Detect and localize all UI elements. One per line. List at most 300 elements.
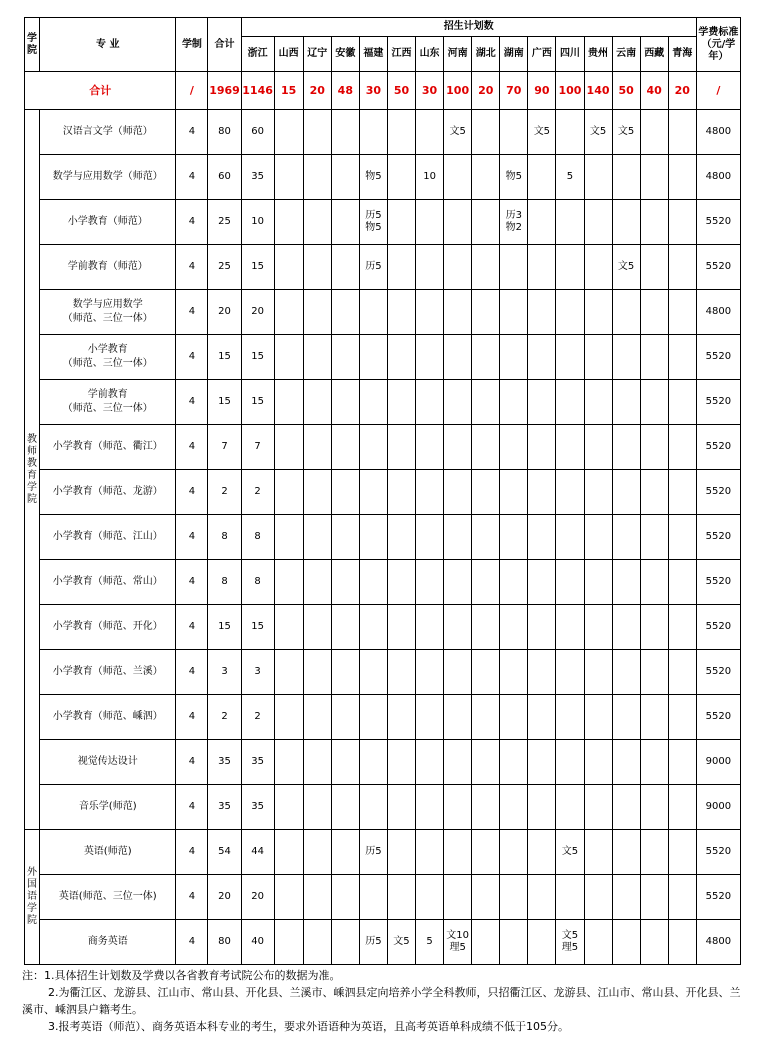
province-value bbox=[444, 335, 472, 380]
table-row bbox=[25, 110, 741, 155]
province-value bbox=[668, 740, 696, 785]
province-value bbox=[528, 605, 556, 650]
total-value: 80 bbox=[208, 110, 241, 155]
province-value bbox=[387, 515, 415, 560]
province-value bbox=[500, 605, 528, 650]
major-name: 音乐学(师范) bbox=[40, 785, 176, 830]
province-value bbox=[640, 515, 668, 560]
province-value bbox=[359, 650, 387, 695]
header-fee: 学费标准（元/学年） bbox=[696, 18, 740, 72]
province-value bbox=[500, 920, 528, 965]
province-value: 15 bbox=[241, 380, 274, 425]
province-value bbox=[274, 110, 303, 155]
total-province-value: 70 bbox=[500, 72, 528, 110]
major-name: 汉语言文学（师范） bbox=[40, 110, 176, 155]
province-value bbox=[274, 830, 303, 875]
province-value bbox=[668, 335, 696, 380]
province-value bbox=[274, 650, 303, 695]
province-value bbox=[612, 695, 640, 740]
province-value bbox=[584, 515, 612, 560]
province-value bbox=[303, 650, 331, 695]
major-name: 小学教育（师范、常山） bbox=[40, 560, 176, 605]
province-value: 历5 物5 bbox=[359, 200, 387, 245]
total-province-value: 100 bbox=[444, 72, 472, 110]
total-province-value: 30 bbox=[359, 72, 387, 110]
province-value bbox=[472, 740, 500, 785]
province-value bbox=[444, 740, 472, 785]
total-province-value: 15 bbox=[274, 72, 303, 110]
province-value bbox=[416, 335, 444, 380]
major-name: 视觉传达设计 bbox=[40, 740, 176, 785]
province-value bbox=[331, 830, 359, 875]
header-province: 山西 bbox=[274, 37, 303, 72]
header-province: 河南 bbox=[444, 37, 472, 72]
province-value bbox=[668, 605, 696, 650]
province-value bbox=[640, 470, 668, 515]
province-value: 35 bbox=[241, 155, 274, 200]
province-value bbox=[500, 695, 528, 740]
province-value bbox=[584, 290, 612, 335]
province-value bbox=[528, 380, 556, 425]
province-value bbox=[584, 560, 612, 605]
province-value bbox=[472, 785, 500, 830]
province-value bbox=[416, 560, 444, 605]
province-value bbox=[416, 290, 444, 335]
province-value bbox=[668, 830, 696, 875]
province-value: 历3 物2 bbox=[500, 200, 528, 245]
province-value bbox=[331, 470, 359, 515]
province-value bbox=[668, 470, 696, 515]
province-value bbox=[640, 560, 668, 605]
province-value bbox=[640, 920, 668, 965]
province-value bbox=[444, 425, 472, 470]
province-value bbox=[387, 425, 415, 470]
province-value bbox=[387, 740, 415, 785]
province-value bbox=[387, 290, 415, 335]
province-value bbox=[640, 785, 668, 830]
province-value bbox=[528, 425, 556, 470]
province-value bbox=[331, 740, 359, 785]
province-value bbox=[472, 200, 500, 245]
years-value: 4 bbox=[176, 740, 208, 785]
province-value: 文5 bbox=[584, 110, 612, 155]
province-value bbox=[640, 245, 668, 290]
years-value: 4 bbox=[176, 560, 208, 605]
province-value bbox=[303, 560, 331, 605]
enrollment-plan-table-wrapper bbox=[24, 17, 741, 965]
province-value bbox=[359, 515, 387, 560]
header-province: 湖南 bbox=[500, 37, 528, 72]
province-value bbox=[359, 605, 387, 650]
province-value bbox=[359, 425, 387, 470]
total-value: 2 bbox=[208, 695, 241, 740]
province-value: 15 bbox=[241, 245, 274, 290]
province-value bbox=[387, 200, 415, 245]
province-value bbox=[274, 290, 303, 335]
province-value: 7 bbox=[241, 425, 274, 470]
province-value bbox=[584, 425, 612, 470]
major-name: 英语(师范、三位一体) bbox=[40, 875, 176, 920]
province-value bbox=[584, 830, 612, 875]
province-value bbox=[274, 515, 303, 560]
fee-value: 5520 bbox=[696, 245, 740, 290]
province-value bbox=[416, 110, 444, 155]
major-name: 小学教育（师范、江山） bbox=[40, 515, 176, 560]
province-value bbox=[274, 425, 303, 470]
province-value: 文5 bbox=[528, 110, 556, 155]
province-value bbox=[416, 695, 444, 740]
province-value bbox=[303, 785, 331, 830]
header-province: 山东 bbox=[416, 37, 444, 72]
province-value bbox=[612, 290, 640, 335]
province-value bbox=[584, 695, 612, 740]
years-value: 4 bbox=[176, 920, 208, 965]
province-value bbox=[331, 155, 359, 200]
province-value: 5 bbox=[416, 920, 444, 965]
header-total: 合计 bbox=[208, 18, 241, 72]
province-value bbox=[612, 920, 640, 965]
province-value bbox=[331, 245, 359, 290]
header-province: 湖北 bbox=[472, 37, 500, 72]
total-province-value: 50 bbox=[387, 72, 415, 110]
province-value bbox=[416, 875, 444, 920]
province-value: 文5 bbox=[612, 245, 640, 290]
province-value bbox=[274, 875, 303, 920]
province-value bbox=[387, 110, 415, 155]
province-value bbox=[528, 470, 556, 515]
province-value bbox=[528, 245, 556, 290]
province-value bbox=[274, 785, 303, 830]
province-value: 10 bbox=[241, 200, 274, 245]
province-value bbox=[500, 785, 528, 830]
province-value bbox=[556, 560, 584, 605]
province-value bbox=[472, 245, 500, 290]
province-value bbox=[472, 695, 500, 740]
province-value: 60 bbox=[241, 110, 274, 155]
header-province: 浙江 bbox=[241, 37, 274, 72]
province-value bbox=[668, 425, 696, 470]
province-value bbox=[331, 515, 359, 560]
fee-value: 9000 bbox=[696, 740, 740, 785]
province-value bbox=[500, 875, 528, 920]
total-province-value: 1146 bbox=[241, 72, 274, 110]
province-value: 44 bbox=[241, 830, 274, 875]
province-value bbox=[640, 335, 668, 380]
province-value bbox=[556, 650, 584, 695]
province-value bbox=[668, 155, 696, 200]
total-value: 54 bbox=[208, 830, 241, 875]
province-value bbox=[416, 470, 444, 515]
province-value bbox=[444, 200, 472, 245]
header-college: 学院 bbox=[25, 18, 40, 72]
total-row bbox=[25, 72, 741, 110]
province-value bbox=[359, 290, 387, 335]
years-value: 4 bbox=[176, 830, 208, 875]
province-value bbox=[416, 740, 444, 785]
province-value bbox=[528, 785, 556, 830]
major-name: 数学与应用数学 （师范、三位一体） bbox=[40, 290, 176, 335]
province-value bbox=[668, 920, 696, 965]
province-value bbox=[640, 650, 668, 695]
total-value: 8 bbox=[208, 515, 241, 560]
province-value bbox=[584, 605, 612, 650]
province-value bbox=[444, 695, 472, 740]
province-value bbox=[472, 380, 500, 425]
total-years: / bbox=[176, 72, 208, 110]
province-value bbox=[274, 605, 303, 650]
province-value bbox=[556, 740, 584, 785]
province-value bbox=[584, 245, 612, 290]
total-province-value: 90 bbox=[528, 72, 556, 110]
province-value bbox=[359, 560, 387, 605]
table-row bbox=[25, 290, 741, 335]
fee-value: 5520 bbox=[696, 425, 740, 470]
table-row bbox=[25, 920, 741, 965]
province-value bbox=[303, 605, 331, 650]
province-value bbox=[387, 695, 415, 740]
province-value bbox=[303, 380, 331, 425]
years-value: 4 bbox=[176, 380, 208, 425]
province-value bbox=[274, 155, 303, 200]
header-province: 辽宁 bbox=[303, 37, 331, 72]
province-value bbox=[387, 155, 415, 200]
province-value bbox=[444, 605, 472, 650]
total-value: 15 bbox=[208, 605, 241, 650]
table-row bbox=[25, 425, 741, 470]
province-value bbox=[274, 245, 303, 290]
table-row bbox=[25, 605, 741, 650]
province-value bbox=[472, 875, 500, 920]
province-value: 35 bbox=[241, 740, 274, 785]
header-province: 云南 bbox=[612, 37, 640, 72]
province-value bbox=[584, 785, 612, 830]
years-value: 4 bbox=[176, 515, 208, 560]
province-value bbox=[528, 290, 556, 335]
years-value: 4 bbox=[176, 155, 208, 200]
province-value bbox=[387, 470, 415, 515]
province-value: 文5 bbox=[444, 110, 472, 155]
province-value bbox=[472, 335, 500, 380]
province-value bbox=[331, 200, 359, 245]
province-value bbox=[584, 875, 612, 920]
total-province-value: 48 bbox=[331, 72, 359, 110]
province-value bbox=[640, 155, 668, 200]
years-value: 4 bbox=[176, 785, 208, 830]
header-province: 四川 bbox=[556, 37, 584, 72]
province-value bbox=[303, 425, 331, 470]
province-value bbox=[472, 290, 500, 335]
fee-value: 5520 bbox=[696, 875, 740, 920]
province-value bbox=[416, 605, 444, 650]
college-name bbox=[25, 830, 40, 965]
province-value bbox=[331, 920, 359, 965]
major-name: 小学教育（师范） bbox=[40, 200, 176, 245]
province-value bbox=[444, 290, 472, 335]
years-value: 4 bbox=[176, 290, 208, 335]
province-value bbox=[528, 920, 556, 965]
fee-value: 4800 bbox=[696, 110, 740, 155]
fee-value: 5520 bbox=[696, 335, 740, 380]
province-value bbox=[640, 290, 668, 335]
province-value bbox=[359, 740, 387, 785]
fee-value: 5520 bbox=[696, 470, 740, 515]
province-value bbox=[668, 560, 696, 605]
province-value bbox=[556, 335, 584, 380]
province-value bbox=[584, 335, 612, 380]
province-value: 历5 bbox=[359, 830, 387, 875]
province-value bbox=[612, 425, 640, 470]
province-value bbox=[303, 290, 331, 335]
province-value bbox=[331, 875, 359, 920]
province-value bbox=[556, 245, 584, 290]
province-value bbox=[444, 875, 472, 920]
province-value bbox=[444, 380, 472, 425]
province-value bbox=[668, 695, 696, 740]
province-value bbox=[612, 200, 640, 245]
table-row bbox=[25, 560, 741, 605]
province-value bbox=[640, 200, 668, 245]
province-value bbox=[416, 380, 444, 425]
years-value: 4 bbox=[176, 605, 208, 650]
province-value bbox=[331, 650, 359, 695]
province-value bbox=[500, 380, 528, 425]
province-value bbox=[528, 650, 556, 695]
province-value bbox=[556, 695, 584, 740]
province-value bbox=[668, 290, 696, 335]
fee-value: 4800 bbox=[696, 920, 740, 965]
header-province: 安徽 bbox=[331, 37, 359, 72]
years-value: 4 bbox=[176, 245, 208, 290]
province-value bbox=[556, 200, 584, 245]
total-value: 15 bbox=[208, 335, 241, 380]
province-value bbox=[472, 515, 500, 560]
fee-value: 4800 bbox=[696, 290, 740, 335]
province-value bbox=[612, 335, 640, 380]
province-value bbox=[612, 470, 640, 515]
header-province: 贵州 bbox=[584, 37, 612, 72]
total-province-value: 140 bbox=[584, 72, 612, 110]
province-value bbox=[556, 290, 584, 335]
province-value bbox=[416, 425, 444, 470]
table-row bbox=[25, 200, 741, 245]
table-row bbox=[25, 470, 741, 515]
province-value bbox=[387, 560, 415, 605]
major-name: 学前教育（师范） bbox=[40, 245, 176, 290]
province-value bbox=[472, 110, 500, 155]
years-value: 4 bbox=[176, 335, 208, 380]
fee-value: 5520 bbox=[696, 605, 740, 650]
years-value: 4 bbox=[176, 650, 208, 695]
province-value bbox=[359, 470, 387, 515]
province-value bbox=[612, 785, 640, 830]
major-name: 小学教育（师范、开化） bbox=[40, 605, 176, 650]
province-value bbox=[640, 110, 668, 155]
province-value bbox=[584, 740, 612, 785]
header-major: 专 业 bbox=[40, 18, 176, 72]
table-row bbox=[25, 380, 741, 425]
province-value bbox=[331, 560, 359, 605]
header-plan: 招生计划数 bbox=[241, 18, 696, 37]
province-value: 文10 理5 bbox=[444, 920, 472, 965]
province-value bbox=[612, 155, 640, 200]
province-value bbox=[500, 650, 528, 695]
province-value: 35 bbox=[241, 785, 274, 830]
province-value: 文5 bbox=[612, 110, 640, 155]
province-value bbox=[274, 200, 303, 245]
province-value bbox=[359, 110, 387, 155]
province-value bbox=[303, 875, 331, 920]
province-value: 文5 理5 bbox=[556, 920, 584, 965]
major-name: 数学与应用数学（师范） bbox=[40, 155, 176, 200]
total-value: 8 bbox=[208, 560, 241, 605]
province-value bbox=[556, 785, 584, 830]
province-value bbox=[387, 380, 415, 425]
province-value bbox=[359, 785, 387, 830]
province-value bbox=[500, 740, 528, 785]
fee-value: 9000 bbox=[696, 785, 740, 830]
province-value bbox=[416, 830, 444, 875]
total-value: 3 bbox=[208, 650, 241, 695]
province-value bbox=[387, 830, 415, 875]
province-value bbox=[387, 245, 415, 290]
province-value bbox=[500, 290, 528, 335]
province-value: 20 bbox=[241, 290, 274, 335]
years-value: 4 bbox=[176, 425, 208, 470]
province-value bbox=[416, 200, 444, 245]
province-value bbox=[331, 785, 359, 830]
province-value bbox=[528, 335, 556, 380]
notes-section bbox=[22, 967, 742, 1035]
province-value bbox=[584, 155, 612, 200]
province-value bbox=[500, 830, 528, 875]
major-name: 英语(师范) bbox=[40, 830, 176, 875]
province-value bbox=[668, 245, 696, 290]
province-value bbox=[528, 740, 556, 785]
province-value bbox=[640, 380, 668, 425]
province-value: 历5 bbox=[359, 245, 387, 290]
table-row bbox=[25, 785, 741, 830]
province-value bbox=[500, 470, 528, 515]
years-value: 4 bbox=[176, 470, 208, 515]
total-province-value: 50 bbox=[612, 72, 640, 110]
province-value bbox=[274, 380, 303, 425]
fee-value: 5520 bbox=[696, 200, 740, 245]
province-value bbox=[303, 740, 331, 785]
total-value: 2 bbox=[208, 470, 241, 515]
total-sum: 1969 bbox=[208, 72, 241, 110]
major-name: 小学教育（师范、兰溪） bbox=[40, 650, 176, 695]
total-value: 7 bbox=[208, 425, 241, 470]
province-value bbox=[668, 515, 696, 560]
province-value bbox=[416, 515, 444, 560]
province-value bbox=[612, 605, 640, 650]
years-value: 4 bbox=[176, 695, 208, 740]
province-value bbox=[359, 875, 387, 920]
total-value: 20 bbox=[208, 290, 241, 335]
province-value bbox=[472, 155, 500, 200]
province-value bbox=[640, 605, 668, 650]
table-row bbox=[25, 830, 741, 875]
province-value bbox=[472, 920, 500, 965]
province-value bbox=[444, 155, 472, 200]
province-value bbox=[444, 515, 472, 560]
table-row bbox=[25, 245, 741, 290]
table-row bbox=[25, 335, 741, 380]
province-value bbox=[303, 245, 331, 290]
province-value bbox=[303, 335, 331, 380]
province-value bbox=[668, 875, 696, 920]
province-value bbox=[640, 875, 668, 920]
